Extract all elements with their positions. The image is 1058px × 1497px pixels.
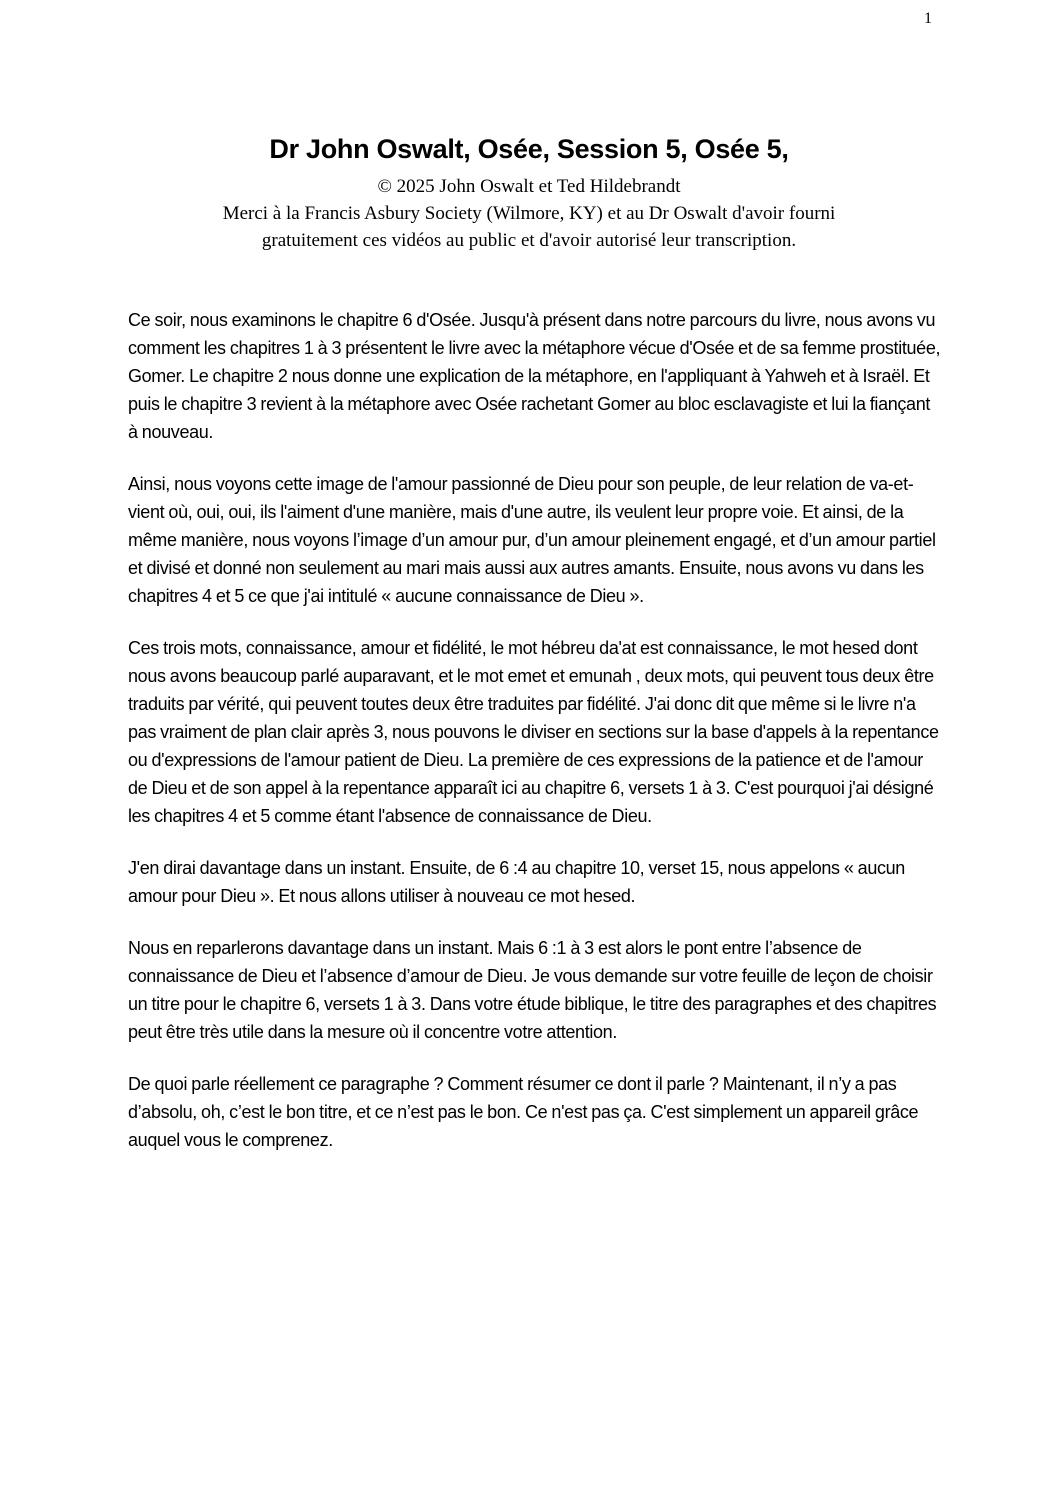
paragraph: J'en dirai davantage dans un instant. Ensuite, de 6 :4 au chapitre 10, verset 15, nous appelons « aucun amour pour Dieu ». Et nous allons utiliser à nouveau ce mot hesed. bbox=[128, 858, 905, 906]
paragraph: De quoi parle réellement ce paragraphe ? Comment résumer ce dont il parle ? Maintenant, il n’y a pas d’absolu, oh, c’est le bon titre, et ce n’est pas le bon. Ce n'est pas ça. C'est simplement un appareil grâce auquel vous le comprenez. bbox=[128, 1074, 919, 1150]
copyright-line: © 2025 John Oswalt et Ted Hildebrandt bbox=[377, 176, 681, 197]
paragraph: Ce soir, nous examinons le chapitre 6 d'Osée. Jusqu'à présent dans notre parcours du livre, nous avons vu comment les chapitres 1 à 3 présentent le livre avec la métaphore vécue d'Osée et de sa femme prostituée, Gomer. Le chapitre 2 nous donne une explication de la métaphore, en l'appliquant à Yahweh et à Israël. Et puis le chapitre 3 revient à la métaphore avec Osée rachetant Gomer au bloc esclavagiste et lui la fiançant à nouveau. bbox=[128, 310, 941, 442]
acknowledgement-line-2: gratuitement ces vidéos au public et d'avoir autorisé leur transcription. bbox=[261, 230, 797, 251]
document-title: Dr John Oswalt, Osée, Session 5, Osée 5, bbox=[269, 134, 789, 164]
paragraph: Ces trois mots, connaissance, amour et fidélité, le mot hébreu da'at est connaissance, le mot hesed dont nous avons beaucoup parlé auparavant, et le mot emet et emunah , deux mots, qui peuvent tous deux être traduits par vérité, qui peuvent toutes deux être traduites par fidélité. J'ai donc dit que même si le livre n'a pas vraiment de plan clair après 3, nous pouvons le diviser en sections sur la base d'appels à la repentance ou d'expressions de l'amour patient de Dieu. La première de ces expressions de la patience et de l'amour de Dieu et de son appel à la repentance apparaît ici au chapitre 6, versets 1 à 3. C'est pourquoi j'ai désigné les chapitres 4 et 5 comme étant l'absence de connaissance de Dieu. bbox=[128, 638, 939, 826]
page-number: 1 bbox=[924, 10, 932, 27]
paragraph: Nous en reparlerons davantage dans un instant. Mais 6 :1 à 3 est alors le pont entre l’absence de connaissance de Dieu et l’absence d’amour de Dieu. Je vous demande sur votre feuille de leçon de choisir un titre pour le chapitre 6, versets 1 à 3. Dans votre étude biblique, le titre des paragraphes et des chapitres peut être très utile dans la mesure où il concentre votre attention. bbox=[128, 938, 937, 1042]
document-body bbox=[128, 306, 943, 1178]
paragraph: Ainsi, nous voyons cette image de l'amour passionné de Dieu pour son peuple, de leur relation de va-et-vient où, oui, oui, ils l'aiment d'une manière, mais d'une autre, ils veulent leur propre voie. Et ainsi, de la même manière, nous voyons l’image d’un amour pur, d’un amour pleinement engagé, et d’un amour partiel et divisé et donné non seulement au mari mais aussi aux autres amants. Ensuite, nous avons vu dans les chapitres 4 et 5 ce que j'ai intitulé « aucune connaissance de Dieu ». bbox=[128, 474, 936, 606]
acknowledgement-line-1: Merci à la Francis Asbury Society (Wilmore, KY) et au Dr Oswalt d'avoir fourni bbox=[222, 203, 836, 224]
